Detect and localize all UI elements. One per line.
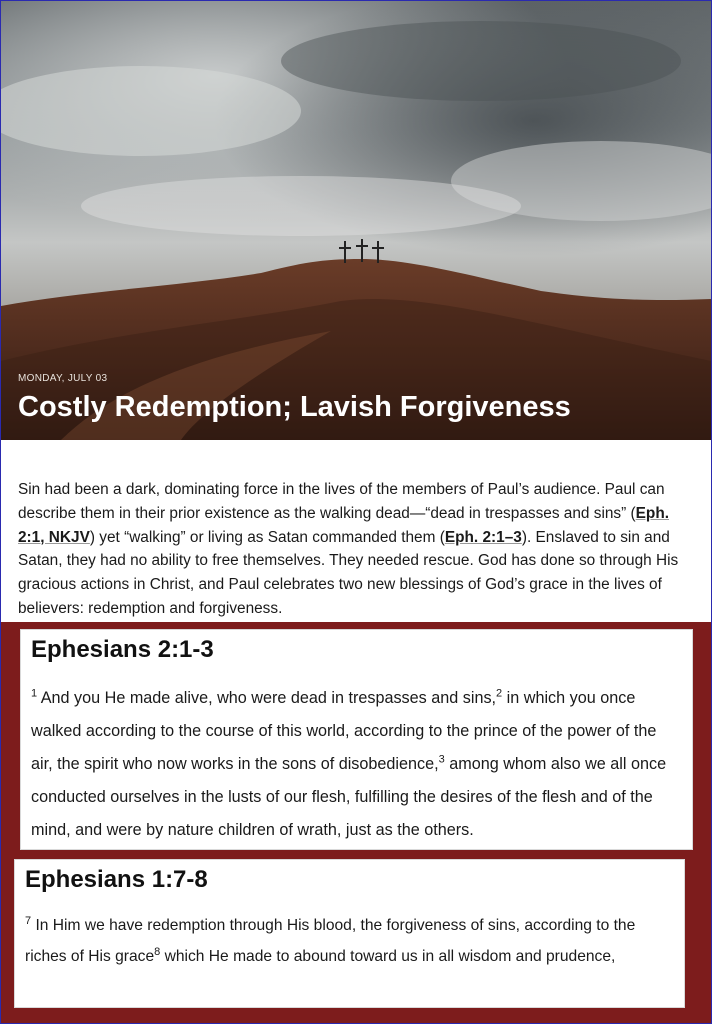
- verse-number: 7: [25, 914, 32, 927]
- scripture-title: Ephesians 2:1-3: [31, 636, 214, 663]
- verse-number: 1: [31, 687, 38, 700]
- hero-image: [1, 1, 711, 440]
- three-crosses-icon: [339, 239, 384, 263]
- intro-text-3: ). Enslaved to sin and Satan, they had no ability to free themselves. They needed rescue. God has done so through His gracious actions in Christ, and Paul celebrates two new blessings of God’s grace in the lives of believers: redemption and forgiveness.: [18, 528, 679, 617]
- verse-text: which He made to abound toward us in all wisdom and prudence,: [160, 948, 616, 965]
- verse-number: 8: [154, 945, 161, 958]
- scripture-text: [25, 910, 674, 972]
- verse-text: And you He made alive, who were dead in trespasses and sins,: [37, 689, 497, 707]
- hero-banner: [1, 1, 711, 440]
- verse-text: in which you once walked according to the course of this world, according to the prince of the power of the air, the spirit who now works in the sons of disobedience,: [31, 689, 657, 773]
- verse-text: In Him we have redemption through His blood, the forgiveness of sins, according to the riches of His grace: [25, 917, 636, 965]
- scripture-card-eph-1: [14, 859, 685, 1008]
- intro-text-1: Sin had been a dark, dominating force in the lives of the members of Paul’s audience. Paul can describe them in their prior existence as the walking dead—“dead in trespasses and sins” (: [18, 481, 665, 522]
- scripture-link-eph-2-1-3[interactable]: Eph. 2:1–3: [444, 528, 522, 546]
- verse-number: 2: [496, 687, 503, 700]
- intro-paragraph: [18, 478, 698, 621]
- scripture-text: [31, 682, 682, 847]
- scripture-card-eph-2: [20, 629, 693, 850]
- post-date: MONDAY, JULY 03: [18, 373, 108, 384]
- page-title: Costly Redemption; Lavish Forgiveness: [18, 391, 571, 423]
- verse-number: 3: [438, 753, 445, 766]
- scripture-link-eph-2-1[interactable]: Eph. 2:1, NKJV: [18, 504, 670, 546]
- verse-text: among whom also we all once conducted ourselves in the lusts of our flesh, fulfilling the desires of the flesh and of the mind, and were by nature children of wrath, just as the others.: [31, 755, 667, 839]
- intro-text-2: ) yet “walking” or living as Satan commanded them (: [89, 528, 445, 546]
- scripture-title: Ephesians 1:7-8: [25, 866, 208, 893]
